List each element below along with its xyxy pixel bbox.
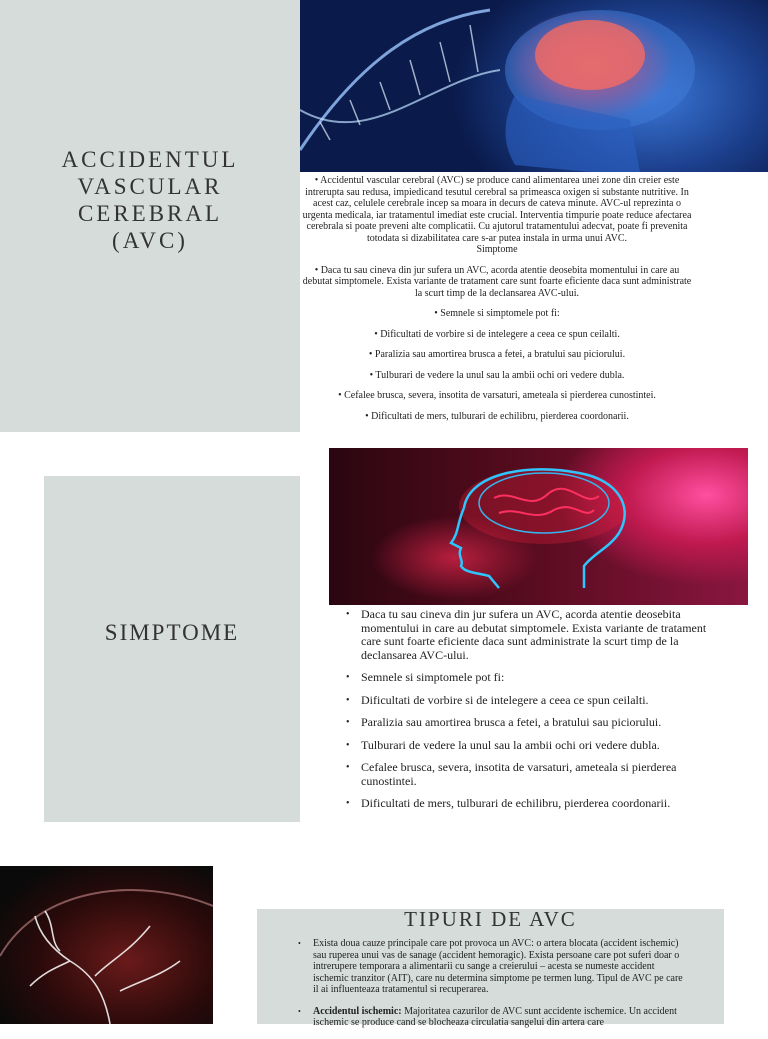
term-text: Majoritatea cazurilor de AVC sunt accidente ischemice. Un accident ischemic se produce cand se blocheaza circulatia sangelui din artera care (313, 1005, 677, 1028)
bullet-item: • Dificultati de vorbire si de intelegere a ceea ce spun ceilalti. (302, 329, 692, 341)
paragraph (298, 1006, 690, 1029)
bullet-item: • Dificultati de mers, tulburari de echilibru, pierderea coordonarii. (302, 411, 692, 423)
bullet-item: • Paralizia sau amortirea brusca a fetei, a bratului sau piciorului. (302, 349, 692, 361)
bullet-item: • Tulburari de vedere la unul sau la ambii ochi ori vedere dubla. (302, 370, 692, 382)
list-item: • Cefalee brusca, severa, insotita de varsaturi, ameteala si pierderea cunostintei. (346, 761, 716, 788)
list-item: • Dificultati de mers, tulburari de echilibru, pierderea coordonarii. (346, 797, 716, 811)
blood-vessels-graphic (0, 866, 213, 1024)
list-item: • Daca tu sau cineva din jur sufera un AVC, acorda atentie deosebita momentului in care au debutat simptomele. Exista variante de tratament care sunt foarte eficiente daca sunt administrate la scurt timp de la declansarea AVC-ului. (346, 608, 716, 662)
subheading: Simptome (476, 244, 518, 255)
list-item: • Tulburari de vedere la unul sau la ambii ochi ori vedere dubla. (346, 739, 716, 753)
brain-vessels-image (0, 866, 213, 1024)
list-item: • Semnele si simptomele pot fi: (346, 671, 716, 685)
list-item: • Paralizia sau amortirea brusca a fetei, a bratului sau piciorului. (346, 716, 716, 730)
slide-title: ACCIDENTUL VASCULAR CEREBRAL (AVC) (61, 147, 239, 253)
dna-helix-graphic (300, 0, 768, 172)
bullet-item: • Cefalee brusca, severa, insotita de varsaturi, ameteala si pierderea cunostintei. (302, 390, 692, 402)
head-profile-graphic (329, 448, 748, 605)
slide-title: SIMPTOME (104, 620, 240, 645)
intro-paragraph: • Accidentul vascular cerebral (AVC) se produce cand alimentarea unei zone din creier este intrerupta sau redusa, impiedicand tesutul cerebral sa primeasca oxigen si substante nutritive. In acest caz, celulele cerebrale incep sa moara in decurs de cateva minute. AVC-ul reprezinta o urgenta medicala, iar tratamentul imediat este crucial. Interventia timpurie poate reduce afectarea cerebrala si poate preveni alte complicatii. Cu ajutorul tratamentului adecvat, poate fi prevenita totodata si dizabilitatea care s-ar putea instala in urma unui AVC. (302, 175, 692, 244)
bullet-item: • Daca tu sau cineva din jur sufera un AVC, acorda atentie deosebita momentului in care au debutat simptomele. Exista variante de tratament care sunt foarte eficiente daca sunt administrate la scurt timp de la declansarea AVC-ului. (302, 265, 692, 300)
title-panel (44, 476, 300, 822)
term-label: Accidentul ischemic: (313, 1005, 402, 1017)
intro-text-block (302, 175, 692, 431)
paragraph: • Exista doua cauze principale care pot provoca un AVC: o artera blocata (accident ischemic) sau ruperea unui vas de sanage (accident hemoragic). Exista persoane care pot suferi doar o intrerupere temporara a alimentarii cu sange a creierului – acesta se numeste accident ischemic tranzitor (AIT), care nu determina simptome pe termen lung. Tipul de AVC pe care il ai influenteaza tratamentul si recuperarea. (298, 938, 690, 996)
slide-title: TIPURI DE AVC (404, 907, 577, 931)
brain-outline-image (329, 448, 748, 605)
brain-dna-image (300, 0, 768, 172)
bullet-item: • Semnele si simptomele pot fi: (302, 308, 692, 320)
types-text-block (298, 938, 690, 1039)
symptoms-list (346, 608, 716, 820)
list-item: • Dificultati de vorbire si de intelegere a ceea ce spun ceilalti. (346, 694, 716, 708)
